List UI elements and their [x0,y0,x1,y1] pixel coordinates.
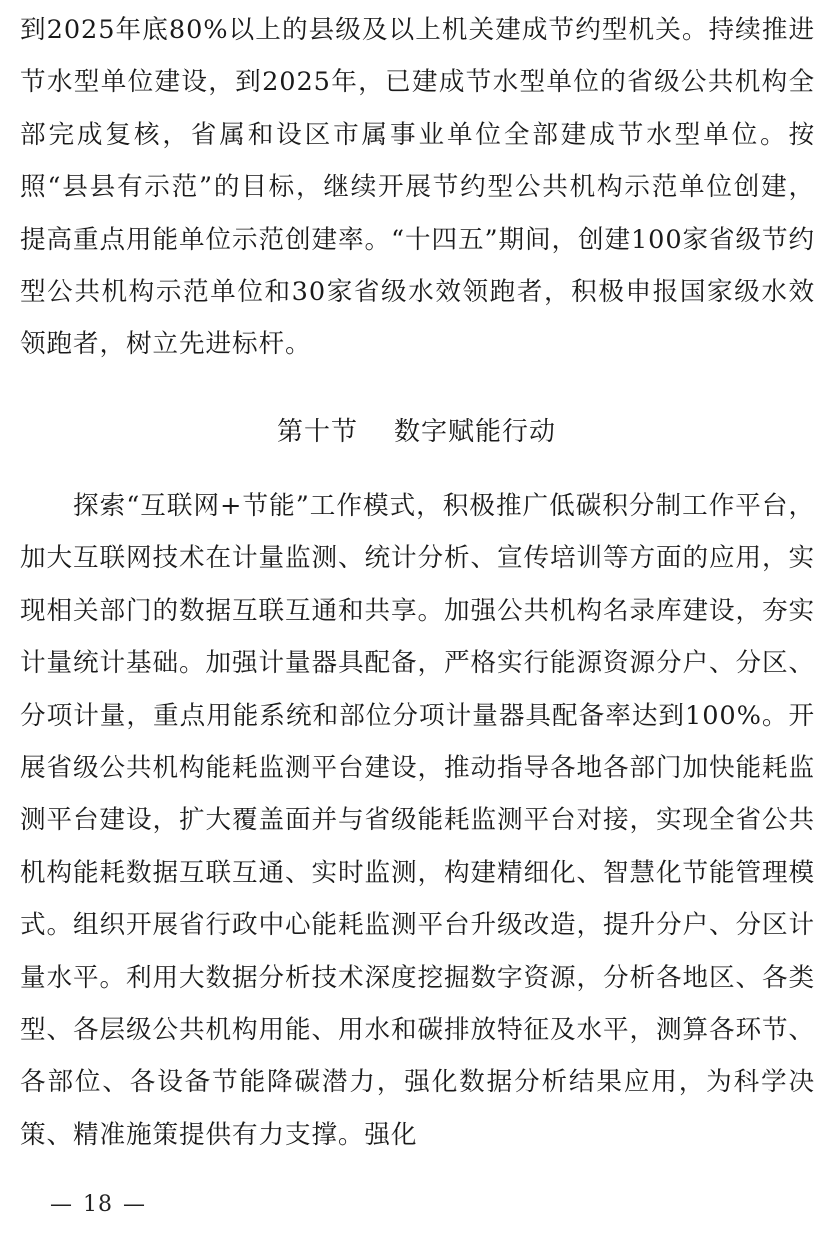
paragraph-digital-empowerment: 探索“互联网+节能”工作模式，积极推广低碳积分制工作平台，加大互联网技术在计量监测、统计分析、宣传培训等方面的应用，实现相关部门的数据互联互通和共享。加强公共机构名录库建设，夯实计量统计基础。加强计量器具配备，严格实行能源资源分户、分区、分项计量，重点用能系统和部位分项计量器具配备率达到100%。开展省级公共机构能耗监测平台建设，推动指导各地各部门加快能耗监测平台建设，扩大覆盖面并与省级能耗监测平台对接，实现全省公共机构能耗数据互联互通、实时监测，构建精细化、智慧化节能管理模式。组织开展省行政中心能耗监测平台升级改造，提升分户、分区计量水平。利用大数据分析技术深度挖掘数字资源，分析各地区、各类型、各层级公共机构用能、用水和碳排放特征及水平，测算各环节、各部位、各设备节能降碳潜力，强化数据分析结果应用，为科学决策、精准施策提供有力支撑。强化 [20,491,815,1150]
footer-dash-right: — [123,1192,146,1217]
section-heading [0,412,833,452]
section-number: 第十节 [276,417,358,447]
footer-dash-left: — [50,1192,73,1217]
paragraph-continued: 到2025年底80%以上的县级及以上机关建成节约型机关。持续推进节水型单位建设，到2025年，已建成节水型单位的省级公共机构全部完成复核，省属和设区市属事业单位全部建成节水型单位。按照“县县有示范”的目标，继续开展节约型公共机构示范单位创建，提高重点用能单位示范创建率。“十四五”期间，创建100家省级节约型公共机构示范单位和30家省级水效领跑者，积极申报国家级水效领跑者，树立先进标杆。 [20,15,815,360]
page-footer [40,1190,156,1220]
section-title: 数字赋能行动 [394,417,557,447]
page-number: 18 [83,1192,113,1217]
